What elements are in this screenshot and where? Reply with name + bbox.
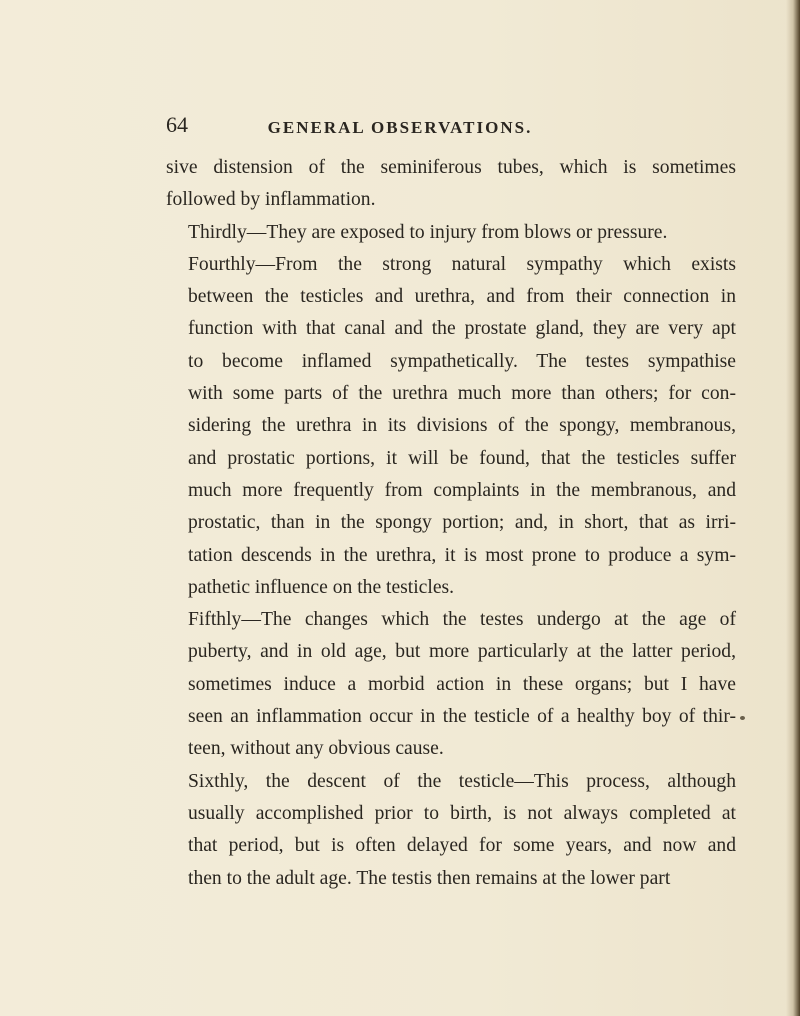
- text-line: and prostatic portions, it will be found, that the testicles suffer: [188, 447, 736, 469]
- text-line: then to the adult age. The testis then remains at the lower part: [188, 867, 671, 889]
- text-line: Sixthly, the descent of the testicle—This process, although: [188, 770, 736, 792]
- text-line: followed by inflammation.: [166, 189, 376, 211]
- page-edge-shadow: [786, 0, 800, 1016]
- text-line: Fifthly—The changes which the testes undergo at the age of: [188, 609, 736, 631]
- text-line: that period, but is often delayed for some years, and now and: [188, 835, 736, 857]
- text-line: usually accomplished prior to birth, is not always completed at: [188, 802, 736, 824]
- text-line: much more frequently from complaints in the membranous, and: [188, 479, 736, 501]
- text-line: seen an inflammation occur in the testicle of a healthy boy of thir-: [188, 706, 736, 728]
- paragraph: [166, 604, 736, 765]
- text-line: prostatic, than in the spongy portion; and, in short, that as irri-: [188, 512, 736, 534]
- text-line: pathetic influence on the testicles.: [188, 576, 455, 598]
- text-line: Thirdly—They are exposed to injury from blows or pressure.: [188, 221, 668, 243]
- running-title: GENERAL OBSERVATIONS.: [267, 118, 533, 137]
- text-line: tation descends in the urethra, it is most prone to produce a sym-: [188, 544, 736, 566]
- text-line: teen, without any obvious cause.: [188, 738, 444, 760]
- paragraph: [166, 152, 736, 217]
- text-line: sidering the urethra in its divisions of the spongy, membranous,: [188, 415, 736, 437]
- print-speck: [740, 716, 745, 720]
- page-number: 64: [166, 112, 188, 137]
- paragraph: [166, 217, 736, 249]
- paragraph: [166, 766, 736, 895]
- text-line: sometimes induce a morbid action in these organs; but I have: [188, 673, 736, 695]
- body-text: [166, 152, 736, 895]
- text-line: to become inflamed sympathetically. The testes sympathise: [188, 350, 736, 372]
- paragraph: [166, 249, 736, 604]
- text-line: between the testicles and urethra, and from their connection in: [188, 286, 736, 308]
- text-line: sive distension of the seminiferous tubes, which is sometimes: [166, 157, 736, 178]
- text-line: Fourthly—From the strong natural sympathy which exists: [188, 253, 736, 275]
- text-line: with some parts of the urethra much more than others; for con-: [188, 383, 736, 405]
- text-line: function with that canal and the prostate gland, they are very apt: [188, 318, 736, 340]
- text-line: puberty, and in old age, but more particularly at the latter period,: [188, 641, 736, 663]
